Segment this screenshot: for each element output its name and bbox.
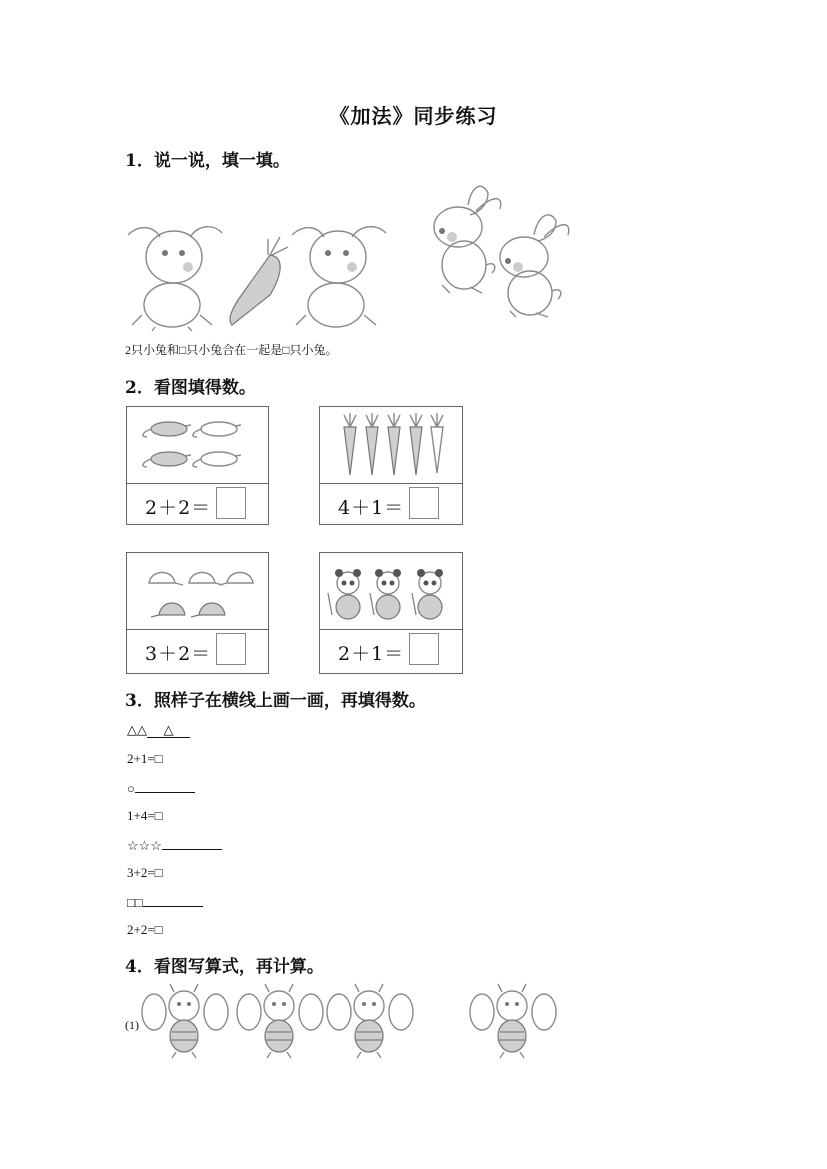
equation-line-1: 2+1=□ (127, 751, 163, 766)
draw-blank[interactable] (162, 837, 222, 850)
equation-line-3: 3+2=□ (127, 865, 163, 880)
question-1-heading: 1．说一说，填一填。 (125, 151, 290, 171)
answer-box[interactable] (216, 633, 246, 665)
item-label: (1) (125, 1018, 139, 1032)
question-1-sentence: 2只小兔和□只小兔合在一起是□只小兔。 (125, 343, 338, 357)
mouse-picture (127, 407, 268, 484)
equation-text: 2＋1＝ (338, 643, 405, 665)
mouse-icon (193, 422, 241, 437)
carrot-icon (410, 413, 422, 475)
panda-icon (328, 569, 361, 619)
example-drawn-shape: △ (147, 723, 190, 738)
rabbit-icon (292, 227, 386, 327)
bees-illustration (140, 984, 580, 1064)
cap-icon (219, 573, 253, 586)
rabbit-icon (434, 186, 501, 293)
carrot-picture (320, 407, 462, 484)
answer-box[interactable] (409, 633, 439, 665)
given-shapes: ○ (127, 781, 135, 796)
carrot-icon (431, 413, 443, 473)
bee-icon (237, 984, 323, 1058)
question-4-heading: 4．看图写算式，再计算。 (125, 957, 324, 977)
bee-icon (470, 984, 556, 1058)
cap-icon (151, 603, 185, 617)
given-shapes: ☆☆☆ (127, 838, 162, 853)
cap-icon (189, 573, 223, 586)
draw-line-4 (127, 894, 203, 911)
panda-icon (370, 569, 401, 619)
picture-box-carrots (319, 406, 463, 525)
mouse-icon (143, 422, 191, 437)
rabbit-carrot-illustration (120, 175, 590, 335)
carrot-icon (388, 413, 400, 475)
answer-box[interactable] (409, 487, 439, 519)
mouse-icon (143, 452, 191, 467)
picture-box-pandas (319, 552, 463, 674)
equation-text: 4＋1＝ (338, 497, 405, 519)
draw-line-3 (127, 837, 222, 854)
equation-text: 3＋2＝ (145, 643, 212, 665)
equation-text: 2＋2＝ (145, 497, 212, 519)
panda-icon (412, 569, 443, 619)
equation-line-4: 2+2=□ (127, 922, 163, 937)
answer-box[interactable] (216, 487, 246, 519)
example-shapes-line (127, 722, 190, 738)
question-3-heading: 3．照样子在横线上画一画，再填得数。 (125, 691, 426, 711)
carrot-icon (366, 413, 378, 475)
draw-line-2 (127, 780, 195, 797)
bee-icon (327, 984, 413, 1058)
question-2-heading: 2．看图填得数。 (125, 378, 256, 398)
rabbit-icon (128, 227, 222, 331)
mouse-icon (193, 452, 241, 467)
example-shapes: △△ (127, 722, 147, 737)
cap-icon (191, 603, 225, 617)
picture-box-caps (126, 552, 269, 674)
draw-blank[interactable] (143, 894, 203, 907)
rabbit-icon (500, 215, 569, 317)
page-title: 《加法》同步练习 (329, 104, 498, 128)
draw-blank[interactable] (135, 780, 195, 793)
panda-picture (320, 553, 462, 630)
picture-box-mice (126, 406, 269, 525)
cap-picture (127, 553, 268, 630)
cap-icon (149, 573, 183, 586)
bee-icon (142, 984, 228, 1058)
equation-line-2: 1+4=□ (127, 808, 163, 823)
given-shapes: □□ (127, 895, 143, 910)
carrot-icon (344, 413, 356, 475)
carrot-icon (230, 237, 288, 325)
